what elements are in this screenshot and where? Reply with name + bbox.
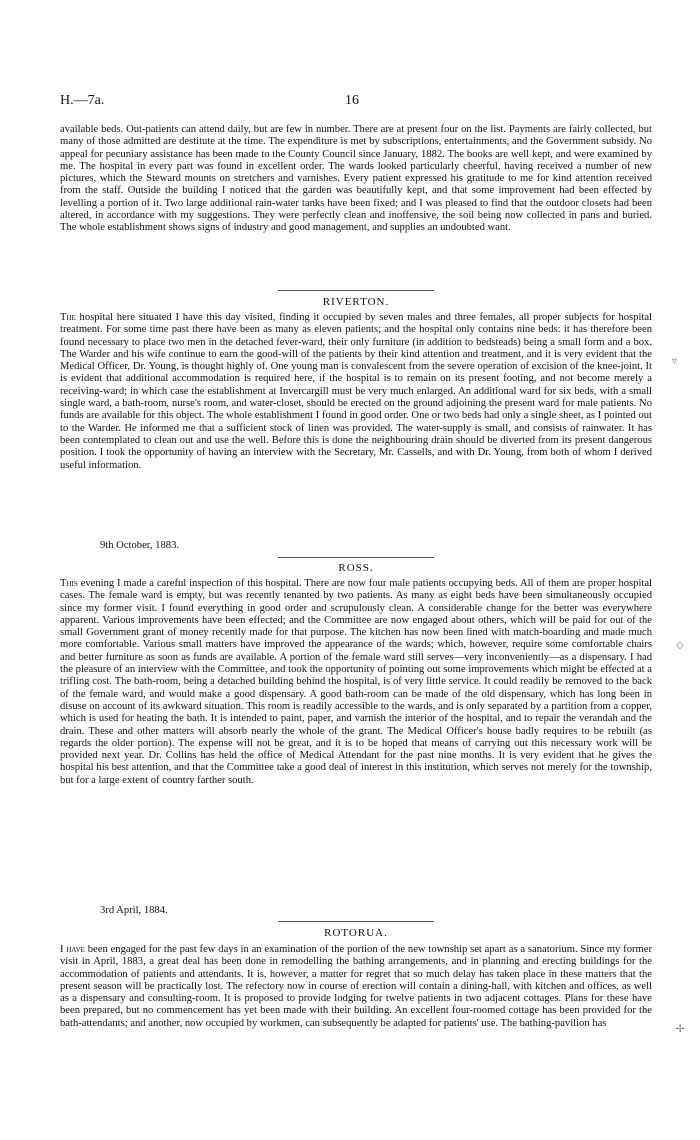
riverton-paragraph <box>60 312 652 472</box>
ross-text <box>60 578 652 787</box>
rotorua-lead: I have <box>60 944 85 955</box>
section-divider <box>278 290 434 291</box>
section-divider <box>278 921 434 922</box>
ross-body: evening I made a careful inspection of this hospital. There are now four male patients occupying beds. All of them are proper hospital cases. The female ward is empty, but was recently tenanted by two patients. As many as eight beds have been simultaneously occupied since my former visit. I found everything in good order and scrupulously clean. A considerable change for the better was everywhere apparent. Various improvements have been effected; and the Committee are now engaged about others, which will be paid for out of the small Government grant of money recently made for that purpose. The kitchen has now been lined with match-boarding and made much more comfortable. Various small matters have improved the appearance of the wards; which, however, require some comfortable chairs and better furniture as soon as funds are available. A portion of the female ward still serves—very inconveniently—as a dispensary. I had the pleasure of an interview with the Committee, and took the opportunity of pointing out some improvements which might be effected at a trifling cost. The bath-room, being a detached building behind the hospital, is of very little service. It could readily be removed to the back of the female ward, and would make a good dispensary. A good bath-room can be made of the old dispensary, which has long been in disuse on account of its awkward situation. This room is readily accessible to the wards, and is only separated by a partition from a copper, which is used for heating the bath. It is intended to paint, paper, and varnish the interior of the hospital, and to repair the verandah and the drain. These and other matters will absorb nearly the whole of the grant. The Medical Officer's house badly requires to be rebuilt (as regards the older portion). The expense will not be great, and it is to be hoped that means of carrying out this necessary work will be provided next year. Dr. Collins has held the office of Medical Attendant for the past nine months. It is very evident that he gives the hospital his best attention, and that the Committee take a good deal of interest in this institution, which serves not merely for the township, but for a large extent of country farther south. <box>60 578 652 786</box>
section-divider <box>278 557 434 558</box>
section-title-riverton: RIVERTON. <box>322 296 390 308</box>
rotorua-text <box>60 944 652 1030</box>
binding-hole-mark: ▿ <box>672 356 678 367</box>
section-title-rotorua: ROTORUA. <box>324 927 388 939</box>
riverton-body: hospital here situated I have this day visited, finding it occupied by seven males and three females, all proper subjects for hospital treatment. For some time past there have been as many as eleven patients; and the hospital only contains nine beds: it has therefore been found necessary to place two men in the detached fever-ward, their only furniture (in addition to bedsteads) being a small form and a box. The Warder and his wife continue to earn the good-will of the patients by their kind attention and treatment, and it is very evident that the Medical Officer, Dr. Young, is thought highly of. One young man is convalescent from the severe operation of excision of the knee-joint. It is evident that additional accommodation is required here, if the hospital is to remain on its present footing, and not become merely a receiving-ward; in which case the establishment at Invercargill must be very much enlarged. An additional ward for six beds, with a small single ward, a bath-room, nurse's room, and water-closet, should be erected on the ground adjoining the present ward for male patients. No funds are available for this object. The whole establishment I found in good order. One or two beds had only a single sheet, as I pointed out to the Warder. He informed me that a sufficient stock of linen was provided. The water-supply is small, and consists of rainwater. It has been contemplated to clean out and use the well. Before this is done the neighbouring drain should be diverted from its present dangerous position. I took the opportunity of having an interview with the Secretary, Mr. Cassells, and with Dr. Young, from both of whom I derived useful information. <box>60 312 652 471</box>
page-number: 16 <box>345 93 359 108</box>
section-title-ross: ROSS. <box>338 562 374 574</box>
binding-hole-mark: ◇ <box>676 640 684 651</box>
ross-lead: This <box>60 578 78 589</box>
riverton-lead: The <box>60 312 76 323</box>
riverton-text <box>60 312 652 472</box>
riverton-date: 9th October, 1883. <box>100 540 180 551</box>
continuation-text: available beds. Out-patients can attend daily, but are few in number. There are at present four on the list. Payments are fairly collected, but many of those admitted are destitute at the time. The expenditure is met by subscriptions, entertainments, and the Government subsidy. No appeal for pecuniary assistance has been made to the County Council since January, 1882. The books are well kept, and were examined by me. The hospital in every part was found in excellent order. The wards looked particularly cheerful, having received a number of new pictures, which the Steward mounts on stretchers and varnishes. Every patient expressed his gratitude to me for kind attention received from the staff. Outside the building I noticed that the garden was beautifully kept, and that some improvement had been effected by levelling a portion of it. Two large additional rain-water tanks have been fixed; and I was pleased to find that the outdoor closets had been altered, in accordance with my suggestions. They were perfectly clean and inoffensive, the soil being now collected in pans and buried. The whole establishment shows signs of industry and good management, and supplies an undoubted want. <box>60 124 652 234</box>
ross-paragraph <box>60 578 652 787</box>
continuation-paragraph <box>60 124 652 235</box>
page-header <box>60 93 652 111</box>
binding-hole-mark: ✢ <box>676 1024 685 1035</box>
document-page <box>60 0 652 1140</box>
rotorua-paragraph <box>60 944 652 1030</box>
document-reference: H.—7a. <box>60 93 105 108</box>
ross-date-text: 3rd April, 1884. <box>100 905 168 916</box>
rotorua-body: been engaged for the past few days in an examination of the portion of the new township set apart as a sanatorium. Since my former visit in April, 1883, a great deal has been done in remodelling the bathing arrangements, and in planning and erecting buildings for the accommodation of patients and attendants. It is, however, a matter for regret that so much delay has taken place in these matters that the present season will be practically lost. The refectory now in course of erection will contain a dining-hall, with kitchen and offices, as well as a dispensary and consulting-room. It is proposed to provide lodging for twelve patients in two adjacent cottages. Plans for these have been prepared, but no commencement has yet been made with their building. An excellent four-roomed cottage has been provided for the bath-attendants; and another, now occupied by workmen, can subsequently be adapted for patients' use. The bathing-pavilion has <box>60 944 652 1029</box>
